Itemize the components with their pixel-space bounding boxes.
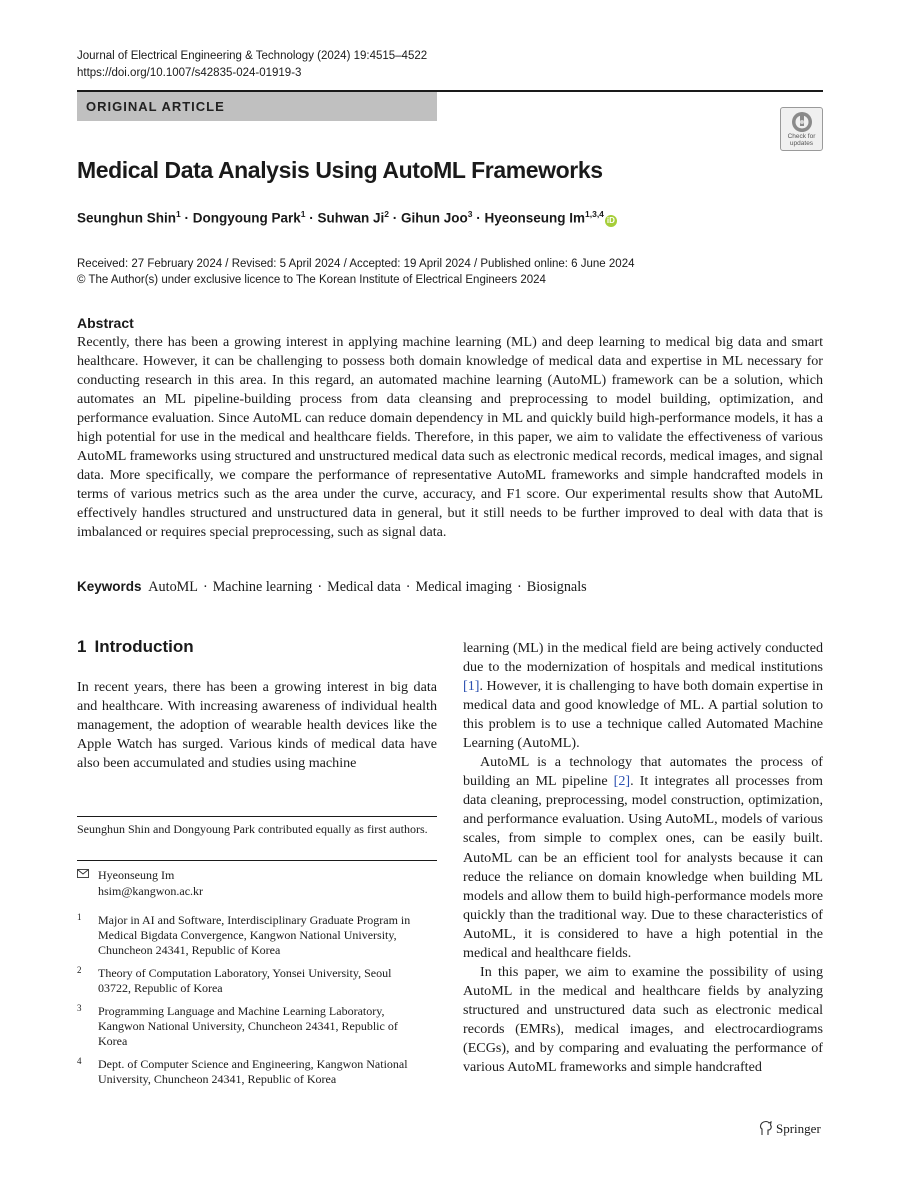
intro-paragraph-3: In this paper, we aim to examine the possibility of using AutoML in the medical and healthcare fields by analyzing structured and unstructured data such as electronic medical records (EMRs), medical images, and electrocardiograms (ECGs), and by comparing and evaluating the performance of various AutoML frameworks and simple handcrafted — [463, 963, 823, 1076]
paragraph-text: learning (ML) in the medical field are being actively conducted due to the modernization of hospitals and medical institutions — [463, 640, 823, 676]
affiliation-2 — [77, 966, 422, 996]
intro-paragraph-1 — [463, 639, 823, 753]
affiliation-number: 2 — [77, 965, 82, 975]
check-badge-line1: Check for — [787, 133, 816, 140]
author-affiliation-mark: 3 — [467, 209, 473, 219]
equal-contribution-note: Seunghun Shin and Dongyoung Park contributed equally as first authors. — [77, 822, 428, 836]
publisher-mark — [759, 1120, 821, 1137]
intro-paragraph-left: In recent years, there has been a growing interest in big data and healthcare. With increasing awareness of individual health management, the adoption of wearable health devices like the Apple Watch has surged. Various kinds of medical data have also been accumulated and studies using machine — [77, 679, 437, 772]
keyword: Biosignals — [526, 579, 587, 595]
envelope-icon — [77, 869, 89, 878]
orcid-icon[interactable]: iD — [606, 215, 615, 225]
affiliation-number: 1 — [77, 912, 82, 922]
paragraph-text: . However, it is challenging to have both domain expertise in medical data and good knowledge of ML. A partial solution to this problem is to use a technique called Automated Machine Learning (AutoML). — [463, 678, 823, 752]
journal-citation: Journal of Electrical Engineering & Technology (2024) 19:4515–4522 — [77, 50, 428, 62]
check-for-updates-icon — [791, 111, 813, 133]
author-name: Gihun Joo — [400, 210, 468, 226]
date-history: Received: 27 February 2024 / Revised: 5 April 2024 / Accepted: 19 April 2024 / Published online: 6 June 2024 — [77, 258, 635, 270]
author-name: Seunghun Shin — [77, 210, 176, 226]
keyword: Medical data — [327, 579, 401, 595]
affiliation-number: 4 — [77, 1056, 82, 1066]
check-badge-line2: updates — [789, 140, 814, 147]
keyword: AutoML — [148, 579, 198, 595]
author-affiliation-mark: 1 — [300, 209, 306, 219]
author-name: Dongyoung Park — [192, 210, 301, 226]
copyright-line: © The Author(s) under exclusive licence to The Korean Institute of Electrical Engineers 2024 — [77, 274, 546, 286]
author-affiliation-mark: 1,3,4 — [585, 209, 604, 219]
footnote-rule — [77, 816, 437, 817]
affiliation-text: Major in AI and Software, Interdisciplinary Graduate Program in Medical Bigdata Convergence, Kangwon National University, Chuncheon 24341, Republic of Korea — [98, 913, 411, 958]
section-heading-introduction — [77, 637, 194, 657]
author-name: Suhwan Ji — [317, 210, 385, 226]
intro-paragraph-2 — [463, 753, 823, 963]
check-for-updates-badge[interactable] — [780, 107, 823, 151]
article-type-banner: ORIGINAL ARTICLE — [77, 92, 437, 121]
doi-link[interactable]: https://doi.org/10.1007/s42835-024-01919-3 — [77, 66, 302, 79]
citation-link[interactable]: [2] — [613, 773, 631, 790]
paragraph-text: AutoML is a technology that automates the process of building an ML pipeline — [463, 754, 823, 790]
keywords-line: Keywords AutoML · Machine learning · Medical data · Medical imaging · Biosignals — [77, 579, 587, 595]
publisher-name: Springer — [776, 1121, 821, 1136]
affiliation-text: Programming Language and Machine Learning Laboratory, Kangwon National University, Chuncheon 24341, Republic of Korea — [98, 1004, 398, 1049]
abstract-text: Recently, there has been a growing interest in applying machine learning (ML) and deep learning to medical big data and smart healthcare. However, it can be challenging to possess both domain knowledge of medical data and expertise in ML necessary for conducting research in this area. In this regard, an automated machine learning (AutoML) framework can be a solution, which automates an ML pipeline-building process from data cleansing and preprocessing to model building, optimization, and performance evaluation. Since AutoML can reduce domain dependency in ML and quickly build high-performance models, it has a high potential for use in the medical and healthcare fields. Therefore, in this paper, we aim to validate the effectiveness of various AutoML frameworks using structured and unstructured medical data such as electronic medical records, medical images, and signal data. More specifically, we compare the performance of representative AutoML frameworks and simple handcrafted models in terms of various metrics such as the area under the curve, accuracy, and F1 score. Our experimental results show that AutoML effectively handles structured and unstructured data in general, but it still needs to be further improved to deal with data that is imbalanced or requires special preprocessing, such as signal data. — [77, 334, 823, 541]
author-affiliation-mark: 2 — [384, 209, 389, 219]
paragraph-text: . It integrates all processes from data cleaning, preprocessing, model construction, optimization, and performance evaluation. Using AutoML, models of various scales, from simple to complex ones, can be easily built. AutoML can be an efficient tool for analysts because it can reduce the reliance on domain knowledge when building ML models and allow them to build high-performance models more quickly than the traditional way. Due to these characteristics of AutoML, it is considered to have a high potential in the medical and healthcare fields. — [463, 773, 823, 961]
right-column — [463, 639, 823, 1077]
author-name: Hyeonseung Im — [484, 210, 585, 226]
publication-dates — [77, 256, 634, 288]
journal-header — [77, 48, 427, 81]
citation-link[interactable]: [1] — [463, 678, 480, 695]
affiliation-number: 3 — [77, 1003, 82, 1013]
affiliation-text: Dept. of Computer Science and Engineering, Kangwon National University, Chuncheon 24341, Republic of Korea — [98, 1057, 408, 1087]
affiliation-text: Theory of Computation Laboratory, Yonsei University, Seoul 03722, Republic of Korea — [98, 966, 392, 996]
keywords-heading: Keywords — [77, 579, 142, 594]
paper-title: Medical Data Analysis Using AutoML Frameworks — [77, 157, 603, 183]
author-list: Seunghun Shin$^1$ · Dongyoung Park$^1$ · Suhwan $Ji^2$ · Gihun Joo$^3$ · Hyeonseung Im$^{1,3,4}$iD — [77, 209, 615, 226]
author-affiliation-mark: 1 — [176, 209, 181, 219]
section-number: 1 — [77, 637, 87, 656]
abstract-heading: Abstract — [77, 315, 134, 331]
springer-horse-icon — [759, 1120, 773, 1136]
corresponding-email[interactable]: hsim@kangwon.ac.kr — [98, 883, 204, 898]
affiliation-4 — [77, 1057, 422, 1087]
corresponding-author — [77, 868, 203, 899]
keyword: Medical imaging — [415, 579, 513, 595]
corresponding-name: Hyeonseung Im — [98, 868, 175, 882]
footnote-rule — [77, 860, 437, 861]
keyword: Machine learning — [212, 579, 313, 595]
affiliation-3 — [77, 1004, 422, 1050]
section-title: Introduction — [94, 637, 194, 656]
affiliation-1 — [77, 913, 422, 959]
